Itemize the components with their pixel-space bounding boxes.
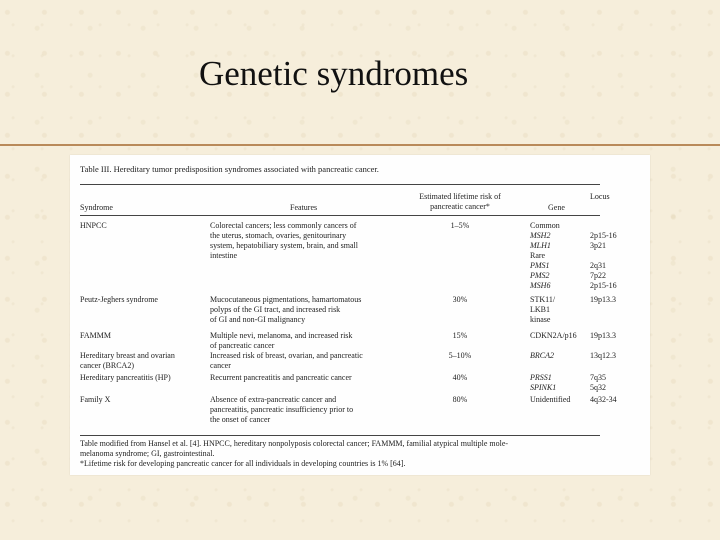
cell-risk: 5–10% <box>448 351 472 360</box>
cell-syndrome: Hereditary pancreatitis (HP) <box>80 373 171 382</box>
cell-features: the onset of cancer <box>210 415 271 424</box>
slide-title: Genetic syndromes <box>199 54 469 93</box>
cell-syndrome: Peutz-Jeghers syndrome <box>80 295 158 304</box>
cell-gene: STK11/ <box>530 295 556 304</box>
cell-gene: Unidentified <box>530 395 571 404</box>
cell-risk: 80% <box>452 395 468 404</box>
cell-gene: PRSS1 <box>530 373 552 382</box>
header-gene: Gene <box>548 203 565 212</box>
table-caption: Table III. Hereditary tumor predisposition syndromes associated with pancreatic cancer. <box>80 164 379 174</box>
cell-features: Increased risk of breast, ovarian, and pancreatic <box>210 351 363 360</box>
cell-locus: 7p22 <box>590 271 606 280</box>
cell-gene: PMS1 <box>530 261 550 270</box>
cell-features: Mucocutaneous pigmentations, hamartomatous <box>210 295 362 304</box>
header-features: Features <box>290 203 318 212</box>
cell-syndrome: Hereditary breast and ovarian <box>80 351 175 360</box>
cell-locus: 2p15-16 <box>590 281 617 290</box>
cell-syndrome: cancer (BRCA2) <box>80 361 134 370</box>
cell-locus: 2q31 <box>590 261 606 270</box>
cell-features: Multiple nevi, melanoma, and increased risk <box>210 331 353 340</box>
cell-features: Colorectal cancers; less commonly cancers of <box>210 221 357 230</box>
cell-gene: SPINK1 <box>530 383 557 392</box>
footnote-2: melanoma syndrome; GI, gastrointestinal. <box>80 449 215 458</box>
header-risk-line1: Estimated lifetime risk of <box>419 192 501 201</box>
cell-gene: LKB1 <box>530 305 550 314</box>
cell-features: intestine <box>210 251 238 260</box>
cell-locus: 4q32-34 <box>590 395 617 404</box>
table-image <box>70 155 650 475</box>
header-risk-line2: pancreatic cancer* <box>430 202 490 211</box>
header-bottom-rule <box>80 215 600 216</box>
cell-features: of pancreatic cancer <box>210 341 275 350</box>
cell-risk: 30% <box>452 295 468 304</box>
cell-locus: 19p13.3 <box>590 331 616 340</box>
cell-risk: 15% <box>452 331 468 340</box>
cell-risk: 40% <box>452 373 468 382</box>
cell-gene: PMS2 <box>530 271 550 280</box>
cell-features: the uterus, stomach, ovaries, genitourinary <box>210 231 347 240</box>
cell-gene: MSH2 <box>530 231 551 240</box>
cell-syndrome: HNPCC <box>80 221 107 230</box>
cell-features: of GI and non-GI malignancy <box>210 315 306 324</box>
cell-locus: 7q35 <box>590 373 606 382</box>
cell-syndrome: FAMMM <box>80 331 111 340</box>
cell-gene: kinase <box>530 315 551 324</box>
cell-features: cancer <box>210 361 231 370</box>
cell-features: Absence of extra-pancreatic cancer and <box>210 395 337 404</box>
header-syndrome: Syndrome <box>80 203 113 212</box>
title-divider <box>0 144 720 146</box>
header-locus: Locus <box>590 192 610 201</box>
cell-gene: MSH6 <box>530 281 551 290</box>
cell-gene: MLH1 <box>530 241 551 250</box>
cell-risk: 1–5% <box>450 221 470 230</box>
cell-gene: BRCA2 <box>530 351 554 360</box>
table-top-rule <box>80 184 600 185</box>
cell-gene: Common <box>530 221 560 230</box>
cell-features: polyps of the GI tract, and increased risk <box>210 305 341 314</box>
cell-features: system, hepatobiliary system, brain, and small <box>210 241 358 250</box>
table-bottom-rule <box>80 435 600 436</box>
cell-syndrome: Family X <box>80 395 111 404</box>
cell-gene: Rare <box>530 251 546 260</box>
cell-features: pancreatitis, pancreatic insufficiency prior to <box>210 405 354 414</box>
cell-locus: 5q32 <box>590 383 606 392</box>
cell-locus: 19p13.3 <box>590 295 616 304</box>
cell-locus: 3p21 <box>590 241 606 250</box>
footnote-3: *Lifetime risk for developing pancreatic cancer for all individuals in developing countries is 1% [64]. <box>80 459 406 468</box>
cell-locus: 13q12.3 <box>590 351 616 360</box>
cell-features: Recurrent pancreatitis and pancreatic cancer <box>210 373 352 382</box>
cell-locus: 2p15-16 <box>590 231 617 240</box>
cell-gene: CDKN2A/p16 <box>530 331 577 340</box>
footnote-1: Table modified from Hansel et al. [4]. HNPCC, hereditary nonpolyposis colorectal cancer; FAMMM, familial atypical multiple mole- <box>80 439 509 448</box>
